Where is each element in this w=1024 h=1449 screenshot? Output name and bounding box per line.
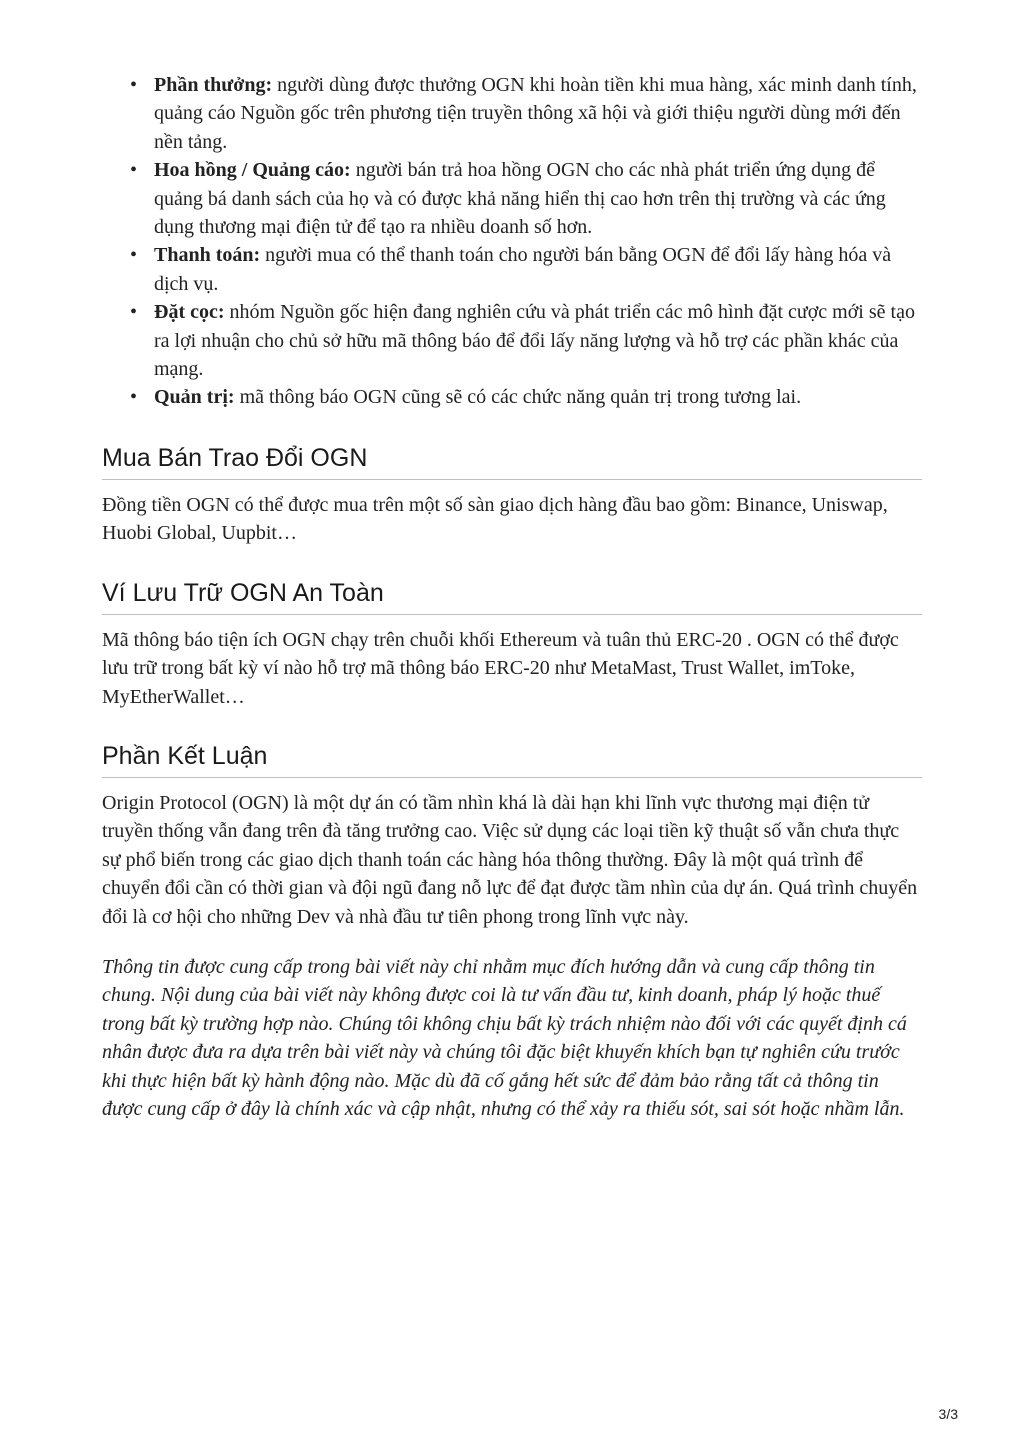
section-wallet bbox=[102, 578, 922, 711]
list-item-term: Thanh toán: bbox=[154, 244, 261, 267]
section-heading: Phần Kết Luận bbox=[102, 741, 922, 778]
bullet-icon: • bbox=[130, 244, 138, 267]
list-item-term: Hoa hồng / Quảng cáo: bbox=[154, 159, 351, 182]
list-item-term: Quản trị: bbox=[154, 386, 235, 409]
bullet-icon: • bbox=[130, 386, 138, 409]
list-item bbox=[130, 383, 922, 411]
list-item-term: Phần thưởng: bbox=[154, 74, 273, 96]
token-uses-list bbox=[102, 71, 922, 412]
list-item-text: người mua có thể thanh toán cho người bán bằng OGN để đổi lấy hàng hóa và dịch vụ. bbox=[154, 244, 892, 295]
section-heading: Ví Lưu Trữ OGN An Toàn bbox=[102, 578, 922, 615]
list-item bbox=[130, 71, 922, 156]
list-item-text: nhóm Nguồn gốc hiện đang nghiên cứu và phát triển các mô hình đặt cược mới sẽ tạo ra lợi nhuận cho chủ sở hữu mã thông báo để đổi lấy năng lượng và hỗ trợ các phần khác của mạng. bbox=[154, 301, 915, 381]
section-paragraph: Mã thông báo tiện ích OGN chạy trên chuỗi khối Ethereum và tuân thủ ERC-20 . OGN có thể được lưu trữ trong bất kỳ ví nào hỗ trợ mã thông báo ERC-20 như MetaMast, Trust Wallet, imToke, MyEtherWallet… bbox=[102, 628, 899, 708]
list-item-term: Đặt cọc: bbox=[154, 301, 225, 324]
page-number: 3/3 bbox=[938, 1406, 958, 1422]
disclaimer-paragraph: Thông tin được cung cấp trong bài viết này chỉ nhằm mục đích hướng dẫn và cung cấp thông tin chung. Nội dung của bài viết này không được coi là tư vấn đầu tư, kinh doanh, pháp lý hoặc thuế trong bất kỳ trường hợp nào. Chúng tôi không chịu bất kỳ trách nhiệm nào đối với các quyết định cá nhân được đưa ra dựa trên bài viết này và chúng tôi đặc biệt khuyến khích bạn tự nghiên cứu trước khi thực hiện bất kỳ hành động nào. Mặc dù đã cố gắng hết sức để đảm bảo rằng tất cả thông tin được cung cấp ở đây là chính xác và cập nhật, nhưng có thể xảy ra thiếu sót, sai sót hoặc nhầm lẫn. bbox=[102, 955, 907, 1120]
bullet-icon: • bbox=[130, 159, 138, 182]
list-item bbox=[130, 241, 922, 298]
section-buy-sell bbox=[102, 443, 922, 548]
list-item-text: mã thông báo OGN cũng sẽ có các chức năng quản trị trong tương lai. bbox=[234, 386, 802, 409]
list-item-text: người dùng được thưởng OGN khi hoàn tiền khi mua hàng, xác minh danh tính, quảng cáo Nguồn gốc trên phương tiện truyền thông xã hội và giới thiệu người dùng mới đến nền tảng. bbox=[154, 74, 917, 153]
list-item-text: người bán trả hoa hồng OGN cho các nhà phát triển ứng dụng để quảng bá danh sách của họ và có được khả năng hiển thị cao hơn trên thị trường và các ứng dụng thương mại điện tử để tạo ra nhiều doanh số hơn. bbox=[154, 159, 886, 239]
list-item bbox=[130, 156, 922, 241]
list-item bbox=[130, 298, 922, 383]
section-paragraph: Đồng tiền OGN có thể được mua trên một số sàn giao dịch hàng đầu bao gồm: Binance, Uniswap, Huobi Global, Uupbit… bbox=[102, 493, 888, 545]
bullet-icon: • bbox=[130, 301, 138, 324]
bullet-icon: • bbox=[130, 74, 138, 96]
article-content bbox=[102, 71, 922, 1123]
section-paragraph: Origin Protocol (OGN) là một dự án có tầm nhìn khá là dài hạn khi lĩnh vực thương mại điện tử truyền thống vẫn đang trên đà tăng trưởng cao. Việc sử dụng các loại tiền kỹ thuật số vẫn chưa thực sự phổ biến trong các giao dịch thanh toán các hàng hóa thông thường. Đây là một quá trình để chuyển đổi cần có thời gian và đội ngũ đang nỗ lực để đạt được tầm nhìn của dự án. Quá trình chuyển đổi là cơ hội cho những Dev và nhà đầu tư tiên phong trong lĩnh vực này. bbox=[102, 791, 918, 928]
section-conclusion bbox=[102, 741, 922, 931]
section-heading: Mua Bán Trao Đổi OGN bbox=[102, 443, 922, 480]
